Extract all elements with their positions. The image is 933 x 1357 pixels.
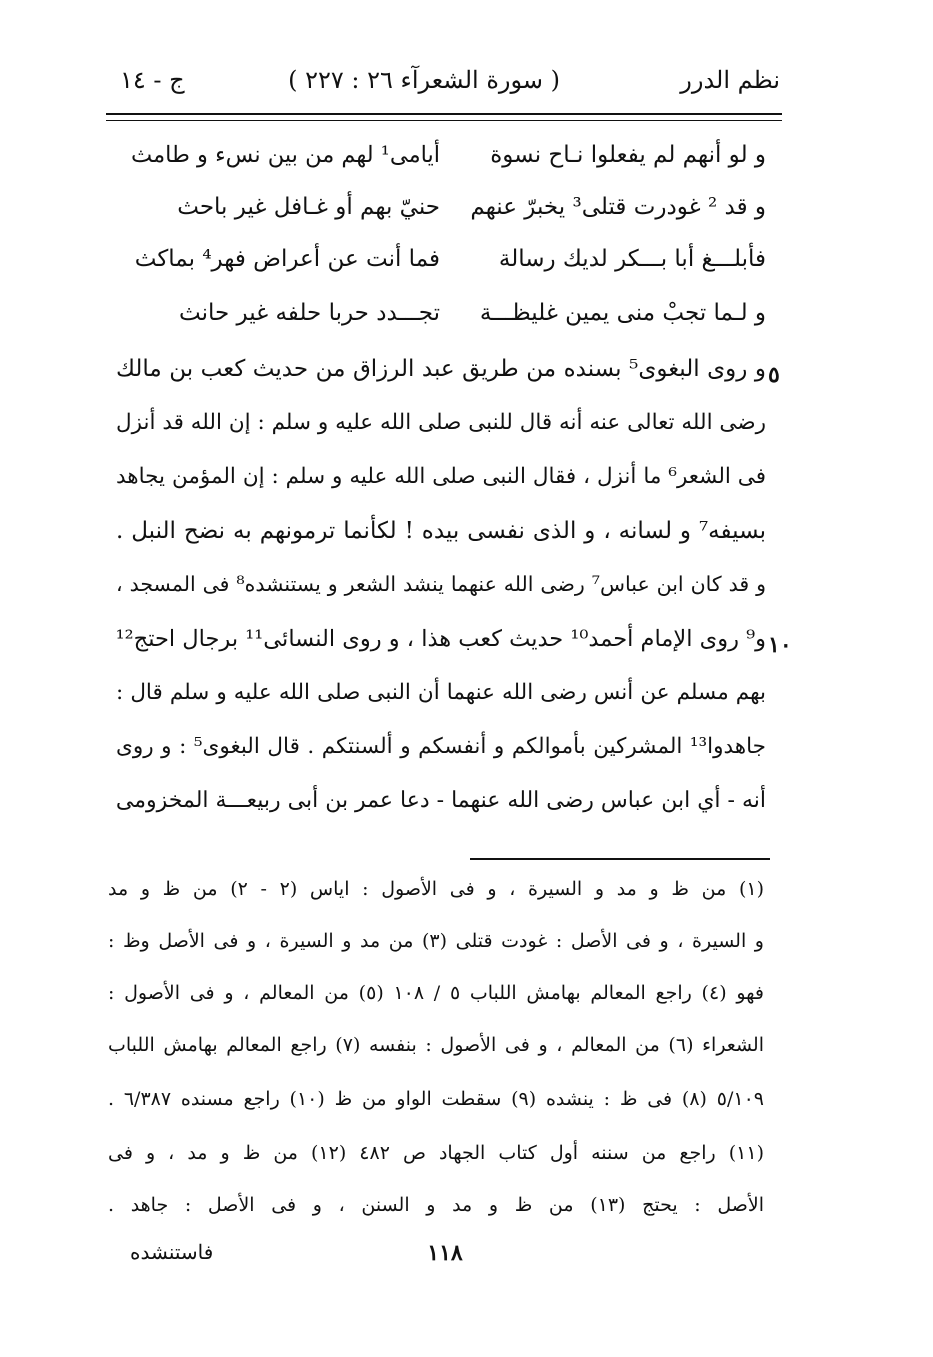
- footnote-text: و السيرة ، و فى الأصل : غودت قتلى (٣) من مد و السيرة ، و فى الأصل وظ :: [108, 930, 764, 952]
- text-line: [116, 680, 766, 728]
- catchword: فاستنشده: [130, 1240, 214, 1264]
- header-rule-thick: [106, 113, 782, 115]
- footnote-separator: [470, 858, 770, 860]
- footnote-line: [108, 930, 764, 972]
- line-number: ١٠: [768, 632, 792, 658]
- text-line: [116, 518, 766, 566]
- line-number: ٥: [768, 362, 780, 388]
- text-line-content: فى الشعر⁶ ما أنزل ، فقال النبى صلى الله عليه و سلم : إن المؤمن يجاهد: [116, 464, 766, 489]
- text-line-content: بهم مسلم عن أنس رضى الله عنهما أن النبى صلى الله عليه و سلم قال :: [116, 680, 766, 705]
- text-line: [116, 410, 766, 458]
- footnote-line: [108, 1034, 764, 1076]
- text-line-content: رضى الله تعالى عنه أنه قال للنبى صلى الله عليه و سلم : إن الله قد أنزل: [116, 410, 766, 435]
- verse-second-hemistich: تجـــدد حربا حلفه غير حانث: [178, 300, 440, 326]
- verse-first-hemistich: و لو أنهم لم يفعلوا نـاح نسوة: [490, 142, 766, 168]
- surah-reference: ( سورة الشعرآء ٢٦ : ٢٢٧ ): [288, 66, 560, 94]
- text-line: [116, 464, 766, 512]
- verse-second-hemistich: فما أنت عن أعراض فهر⁴ بماكث: [134, 246, 440, 272]
- footnote-text: فهو (٤) راجع المعالم بهامش اللباب ٥ / ١٠٨ (٥) من المعالم ، و فى الأصول :: [108, 982, 764, 1004]
- text-line-content: و قد كان ابن عباس⁷ رضى الله عنهما ينشد الشعر و يستنشده⁸ فى المسجد ،: [116, 572, 766, 596]
- text-line: [116, 572, 766, 620]
- verse-line: [130, 186, 766, 234]
- verse-first-hemistich: و قد ² غودرت قتلى³ يخبرّ عنهم: [470, 194, 766, 220]
- book-title: نظم الدرر: [680, 66, 780, 94]
- footnote-line: [108, 878, 764, 920]
- footnote-text: الشعراء (٦) من المعالم ، و فى الأصول : بنفسه (٧) راجع المعالم بهامش اللباب: [108, 1034, 764, 1056]
- verse-line: [130, 134, 766, 182]
- text-line-content: جاهدوا¹³ المشركين بأموالكم و أنفسكم و ألسنتكم . قال البغوى⁵ : و روى: [116, 734, 766, 759]
- text-line-content: و⁹ روى الإمام أحمد¹⁰ حديث كعب هذا ، و روى النسائى¹¹ برجال احتج¹²: [115, 626, 766, 652]
- text-line-content: أنه - أي ابن عباس رضى الله عنهما - دعا عمر بن أبى ربيعـــة المخزومى: [115, 788, 766, 813]
- text-line-content: بسيفه⁷ و لسانه ، و الذى نفسى بيده ! لكأنما ترمونهم به نضح النبل .: [116, 518, 766, 544]
- footnote-line: [108, 982, 764, 1024]
- text-line: [116, 788, 766, 836]
- verse-first-hemistich: فأبلـــغ أبا بـــكر لديك رسالة: [498, 246, 766, 272]
- text-line: [116, 626, 766, 674]
- footnote-line: [108, 1194, 764, 1236]
- footnote-line: [108, 1088, 764, 1130]
- part-number: ج - ١٤: [120, 66, 185, 94]
- text-line-content: و روى البغوى⁵ بسنده من طريق عبد الرزاق من حديث كعب بن مالك: [116, 356, 767, 382]
- verse-second-hemistich: حنيّ بهم أو غـافل غير باحث: [177, 194, 440, 220]
- running-header: [110, 60, 780, 106]
- verse-first-hemistich: و لـما تجبْ منى يمين غليظـــة: [479, 300, 766, 326]
- text-line: [116, 356, 766, 404]
- footnote-text: ٥/١٠٩ (٨) فى ظ : ينشده (٩) سقطت الواو من ظ (١٠) راجع مسنده ٦/٣٨٧ .: [108, 1088, 764, 1110]
- page-number: ١١٨: [427, 1240, 463, 1266]
- verse-line: [130, 292, 766, 340]
- header-rule-thin: [106, 120, 782, 121]
- footnote-line: [108, 1142, 764, 1184]
- verse-second-hemistich: أيامى¹ لهم من بين نسء و طامث: [131, 142, 440, 168]
- footnote-text: (١) من ظ و مد و السيرة ، و فى الأصول : اياس (٢ - ٢) من ظ و مد: [108, 878, 764, 900]
- footnote-text: الأصل : يحتج (١٣) من ظ و مد و السنن ، و فى الأصل : جاهد .: [108, 1194, 764, 1216]
- verse-line: [130, 238, 766, 286]
- footnote-text: (١١) راجع من سننه أول كتاب الجهاد ص ٤٨٢ (١٢) من ظ و مد ، و فى: [108, 1142, 764, 1164]
- text-line: [116, 734, 766, 782]
